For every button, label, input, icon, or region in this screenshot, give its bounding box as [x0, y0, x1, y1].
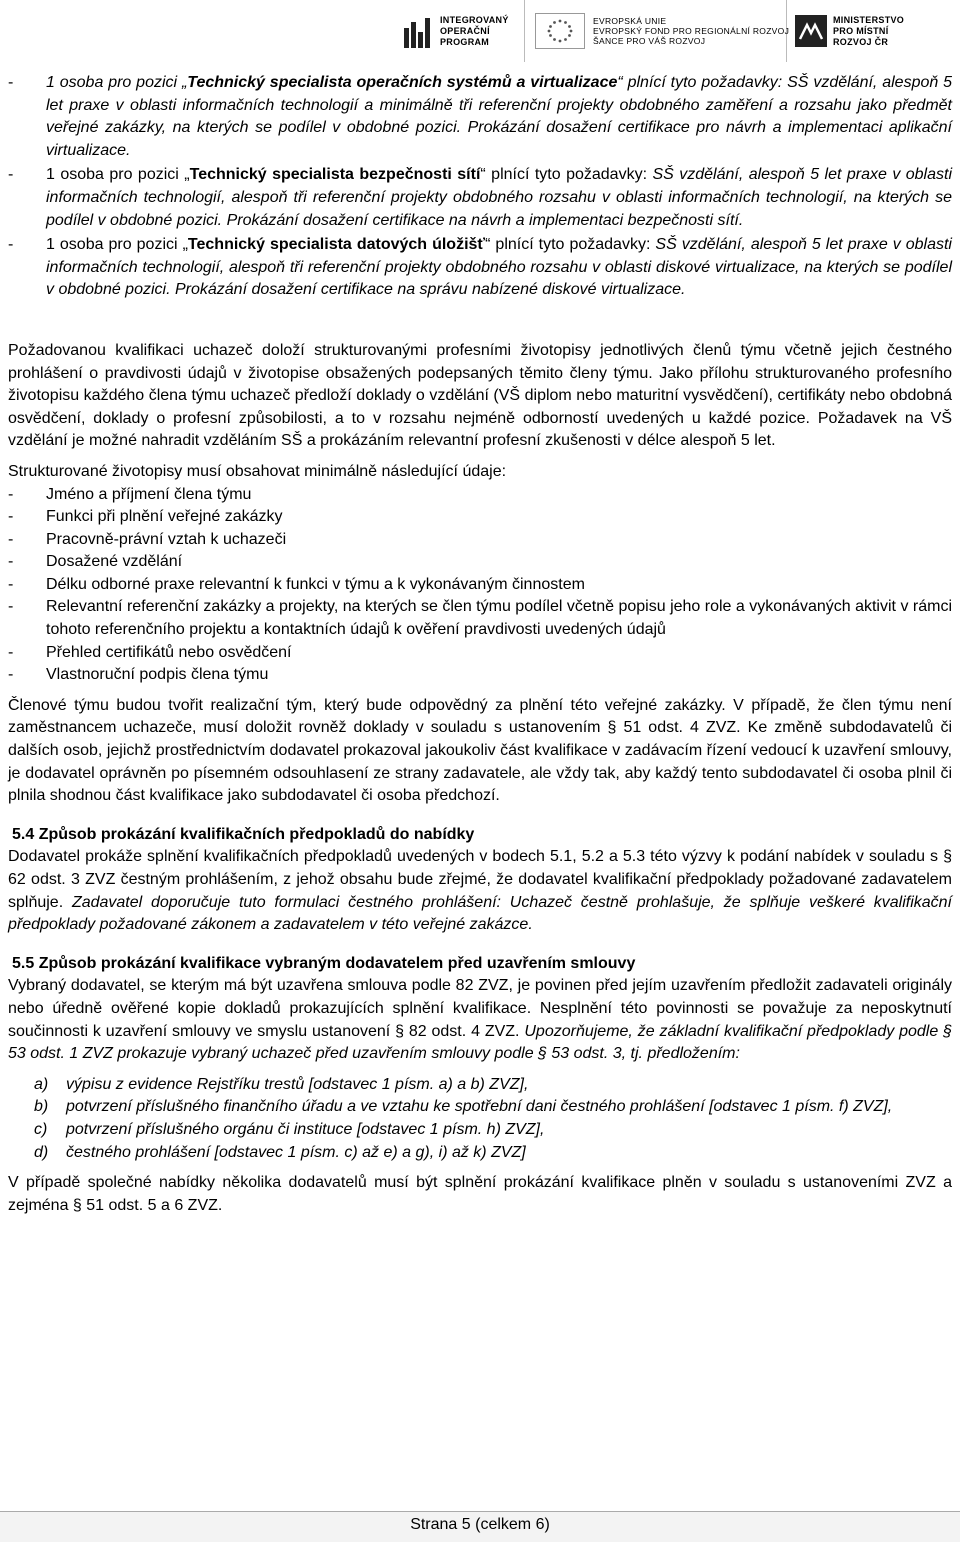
section-5-5-text — [8, 975, 952, 1065]
list-item-label: c) — [34, 1120, 48, 1138]
dash-bullet: - — [8, 530, 14, 548]
role-requirements: SŠ vzdělání, alespoň 5 let praxe v oblasti informačních technologií, alespoň tři referenční projekty obdobného rozsahu v oblasti informačních technologií, na kterých se podílel v obdobné pozici. Prokázání dosažení certifikace na návrh a implementaci bezpečnosti sítí. — [46, 166, 953, 229]
role-prefix: 1 osoba pro pozici „ — [46, 166, 190, 184]
eu-logo-line: ŠANCE PRO VÁŠ ROZVOJ — [593, 36, 706, 46]
iop-logo-line: OPERAČNÍ — [440, 25, 490, 36]
list-item-text — [46, 72, 952, 162]
role-requirements: SŠ vzdělání, alespoň 5 let praxe v oblasti informačních technologií a minimálně tři referenční projekty obdobného zaměření a rozsahu jako předmět veřejné zakázky, na kterých se podílel v obdobné pozici. Prokázání dosažení certifikace pro návrh a implementaci aplikační virtualizace. — [46, 74, 953, 159]
cv-list-item — [8, 574, 952, 597]
list-item-text: výpisu z evidence Rejstříku trestů [odstavec 1 písm. a) a b) ZVZ], — [66, 1075, 529, 1093]
document-list-item — [8, 1096, 952, 1119]
cv-intro: Strukturované životopisy musí obsahovat minimálně následující údaje: — [8, 462, 507, 480]
section-5-4-italic: Zadavatel doporučuje tuto formulaci čestného prohlášení: Uchazeč čestně prohlašuje, že splňuje veškeré kvalifikační předpoklady požadované zákonem a zadavatelem v této veřejné zakázce. — [8, 893, 953, 934]
cv-list-item-text: Relevantní referenční zakázky a projekty, na kterých se člen týmu podílel včetně popisu jeho role a vykonávaných aktivit v rámci tohoto referenčního projektu a kontaktních údajů k ověření pravdivosti uvedených údajů — [46, 598, 952, 639]
role-suffix: “ plnící tyto požadavky: — [485, 236, 651, 254]
dash-bullet: - — [8, 485, 14, 503]
documents-list — [8, 1074, 952, 1164]
role-title: Technický specialista bezpečnosti sítí — [189, 166, 481, 184]
cv-list-item-text: Přehled certifikátů nebo osvědčení — [46, 643, 292, 661]
page-number: Strana 5 (celkem 6) — [410, 1516, 550, 1533]
section-5-5-italic: Upozorňujeme, že základní kvalifikační předpoklady podle § 53 odst. 1 ZVZ prokazuje vybraný uchazeč před uzavřením smlouvy podle § 53 odst. 3, tj. předložením: — [8, 1022, 952, 1063]
eu-logo-line: EVROPSKÝ FOND PRO REGIONÁLNÍ ROZVOJ — [593, 26, 790, 36]
list-item-text — [46, 234, 952, 302]
document-list-item — [8, 1074, 952, 1097]
dash-bullet: - — [8, 166, 14, 184]
mmr-logo — [787, 0, 952, 62]
cv-list-item — [8, 484, 952, 507]
dash-bullet: - — [8, 74, 14, 91]
list-item — [8, 234, 952, 302]
eu-logo — [525, 0, 790, 62]
cv-list-item-text: Pracovně-právní vztah k uchazeči — [46, 530, 287, 548]
cv-list-item-text: Dosažené vzdělání — [46, 553, 183, 571]
dash-bullet: - — [8, 643, 14, 661]
document-list-item — [8, 1119, 952, 1142]
list-item-label: b) — [34, 1098, 49, 1116]
document-body — [8, 72, 952, 1217]
cv-list-item-text: Funkci při plnění veřejné zakázky — [46, 508, 283, 526]
section-5-4-heading: 5.4 Způsob prokázání kvalifikačních předpokladů do nabídky — [12, 825, 475, 843]
list-item-text: čestného prohlášení [odstavec 1 písm. c) až e) a g), i) až k) ZVZ] — [66, 1143, 526, 1161]
cv-list-item — [8, 596, 952, 641]
document-list-item — [8, 1142, 952, 1165]
team-paragraph: Členové týmu budou tvořit realizační tým, který bude odpovědný za plnění této veřejné zakázky. V případě, že člen týmu není zaměstnancem uchazeče, musí doložit rovněž doklady v souladu s ustanovením § 51 odst. 4 ZVZ. Ke změně subdodavatelů či dalších osob, jejichž prostřednictvím dodavatel prokazoval jakoukoliv část kvalifikace v zadávacím řízení vedoucí k uzavření smlouvy, je dodavatel oprávněn po písemném odsouhlasení ze strany zadavatele, ale vždy tak, aby každý tento subdodavatel či osoba plnil či plnila shodnou část kvalifikace jako subdodavatel či osoba předchozí. — [8, 696, 952, 805]
dash-bullet: - — [8, 508, 14, 526]
cv-list-item — [8, 529, 952, 552]
mmr-logo-line: MINISTERSTVO — [833, 14, 905, 25]
iop-logo-icon — [404, 14, 434, 48]
cv-requirements-list — [8, 484, 952, 687]
list-item-text: potvrzení příslušného finančního úřadu a ve vztahu ke spotřební dani čestného prohlášení [odstavec 1 písm. f) ZVZ], — [66, 1098, 893, 1116]
iop-logo-line: INTEGROVANÝ — [440, 14, 509, 25]
iop-logo — [400, 0, 525, 62]
dash-bullet: - — [8, 666, 14, 684]
eu-logo-line: EVROPSKÁ UNIE — [593, 16, 667, 26]
role-suffix: “ plnící tyto požadavky: — [617, 74, 783, 91]
mmr-logo-line: PRO MÍSTNÍ — [833, 25, 889, 36]
cv-list-item — [8, 642, 952, 665]
list-item-label: d) — [34, 1143, 49, 1161]
role-prefix: 1 osoba pro pozici „ — [46, 74, 188, 91]
section-5-5-normal: Vybraný dodavatel, se kterým má být uzavřena smlouva podle 82 ZVZ, je povinen před jejím uzavřením předložit zadavateli originály nebo úředně ověřené kopie dokladů prokazujících splnění kvalifikace. Nesplnění této povinnosti se považuje za neposkytnutí součinnosti k uzavření smlouvy ve smyslu ustanovení § 82 odst. 4 ZVZ. — [8, 977, 952, 1040]
list-item-label: a) — [34, 1075, 49, 1093]
dash-bullet: - — [8, 575, 14, 593]
role-title: Technický specialista datových úložišť — [187, 236, 486, 254]
page-footer — [0, 1511, 960, 1542]
iop-logo-line: PROGRAM — [440, 36, 490, 47]
mmr-logo-line: ROZVOJ ČR — [833, 36, 889, 47]
section-5-4-text — [8, 846, 952, 936]
qualification-paragraph: Požadovanou kvalifikaci uchazeč doloží strukturovanými profesními životopisy jednotlivých členů týmu včetně jejich čestného prohlášení o pravdivosti údajů v životopise obsažených podepsaných těmito členy týmu. Jako přílohu strukturovaného profesního životopisu každého člena týmu uchazeč předloží doklady o vzdělání (VŠ diplom nebo maturitní vysvědčení), certifikáty nebo obdobná osvědčení, doklady o profesní způsobilosti, a to v rozsahu nejméně odborností uvedených u každé pozice. Požadavek na VŠ vzdělání je možné nahradit vzděláním SŠ a prokázáním relevantní profesní zkušenosti v délce alespoň 5 let. — [8, 341, 952, 450]
list-item-text: potvrzení příslušného orgánu či instituce [odstavec 1 písm. h) ZVZ], — [66, 1120, 545, 1138]
cv-list-item — [8, 506, 952, 529]
list-item-text — [46, 164, 952, 232]
cv-list-item-text: Jméno a příjmení člena týmu — [46, 485, 252, 503]
dash-bullet: - — [8, 598, 14, 616]
cv-list-item-text: Vlastnoruční podpis člena týmu — [46, 666, 269, 684]
dash-bullet: - — [8, 553, 14, 571]
list-item — [8, 164, 952, 232]
role-prefix: 1 osoba pro pozici „ — [46, 236, 188, 254]
header-logos — [400, 0, 960, 62]
cv-list-item-text: Délku odborné praxe relevantní k funkci v týmu a k vykonávaným činnostem — [46, 575, 585, 593]
section-5-5-heading: 5.5 Způsob prokázání kvalifikace vybraným dodavatelem před uzavřením smlouvy — [12, 954, 636, 972]
role-title: Technický specialista operačních systémů a virtualizace — [187, 74, 618, 91]
section-5-4-normal: Dodavatel prokáže splnění kvalifikačních předpokladů uvedených v bodech 5.1, 5.2 a 5.3 této výzvy k podání nabídek v souladu s § 62 odst. 3 ZVZ čestným prohlášením, z jehož obsahu bude zřejmé, že dodavatel kvalifikační předpoklady požadované zadavatelem splňuje. — [8, 848, 952, 911]
dash-bullet: - — [8, 236, 14, 254]
cv-list-item — [8, 551, 952, 574]
mmr-logo-icon — [795, 15, 827, 47]
closing-paragraph: V případě společné nabídky několika dodavatelů musí být splnění prokázání kvalifikace plněn v souladu s ustanoveními ZVZ a zejména § 51 odst. 5 a 6 ZVZ. — [8, 1174, 952, 1214]
role-suffix: “ plnící tyto požadavky: — [480, 166, 648, 184]
list-item — [8, 72, 952, 162]
role-requirements: SŠ vzdělání, alespoň 5 let praxe v oblasti informačních technologií, alespoň tři referenční projekty obdobného rozsahu v oblasti diskové virtualizace, na kterých se podílel v obdobné pozici. Prokázání dosažení certifikace na správu nabízené diskové virtualizace. — [46, 236, 952, 299]
eu-flag-icon — [535, 13, 585, 49]
cv-list-item — [8, 664, 952, 687]
